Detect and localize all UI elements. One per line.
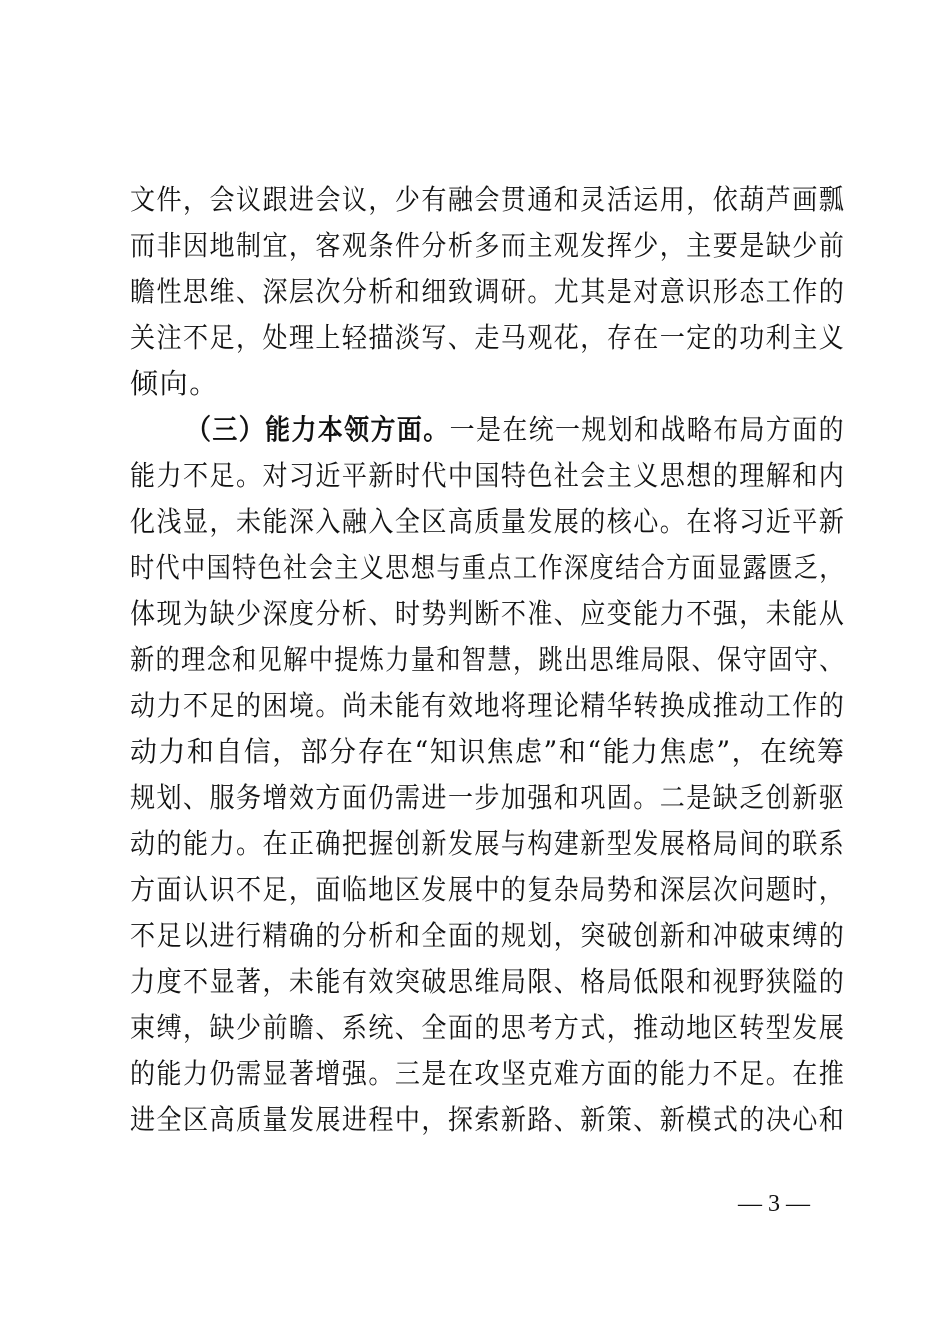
body-line: 化浅显，未能深入融入全区高质量发展的核心。在将习近平新 <box>130 505 846 538</box>
body-line: 不足以进行精确的分析和全面的规划，突破创新和冲破束缚的 <box>130 919 846 952</box>
body-line: 文件，会议跟进会议，少有融会贯通和灵活运用，依葫芦画瓢 <box>130 183 846 216</box>
section-first-line <box>186 410 845 450</box>
body-line: 而非因地制宜，客观条件分析多而主观发挥少，主要是缺少前 <box>130 229 846 262</box>
body-line: 关注不足，处理上轻描淡写、走马观花，存在一定的功利主义 <box>130 321 846 354</box>
body-line: 动力不足的困境。尚未能有效地将理论精华转换成推动工作的 <box>130 689 846 722</box>
body-line: 方面认识不足，面临地区发展中的复杂局势和深层次问题时， <box>130 873 846 906</box>
body-line: 瞻性思维、深层次分析和细致调研。尤其是对意识形态工作的 <box>130 275 846 308</box>
body-line: 的能力仍需显著增强。三是在攻坚克难方面的能力不足。在推 <box>130 1057 846 1090</box>
section-heading: （三）能力本领方面。 <box>186 413 450 446</box>
section-first-line-text: 一是在统一规划和战略布局方面的 <box>449 413 846 446</box>
body-line: 规划、服务增效方面仍需进一步加强和巩固。二是缺乏创新驱 <box>130 781 846 814</box>
body-line: 能力不足。对习近平新时代中国特色社会主义思想的理解和内 <box>130 459 846 492</box>
body-line: 动力和自信，部分存在“知识焦虑”和“能力焦虑”，在统筹 <box>130 735 846 768</box>
body-line: 时代中国特色社会主义思想与重点工作深度结合方面显露匮乏， <box>130 551 845 584</box>
body-line: 束缚，缺少前瞻、系统、全面的思考方式，推动地区转型发展 <box>130 1011 846 1044</box>
body-line: 动的能力。在正确把握创新发展与构建新型发展格局间的联系 <box>130 827 846 860</box>
body-line: 体现为缺少深度分析、时势判断不准、应变能力不强，未能从 <box>130 597 846 630</box>
body-line: 力度不显著，未能有效突破思维局限、格局低限和视野狭隘的 <box>130 965 846 998</box>
body-line: 新的理念和见解中提炼力量和智慧，跳出思维局限、保守固守、 <box>130 643 845 676</box>
body-line: 进全区高质量发展进程中，探索新路、新策、新模式的决心和 <box>130 1103 846 1136</box>
page-number: — 3 — <box>738 1191 810 1217</box>
body-line: 倾向。 <box>130 367 219 400</box>
